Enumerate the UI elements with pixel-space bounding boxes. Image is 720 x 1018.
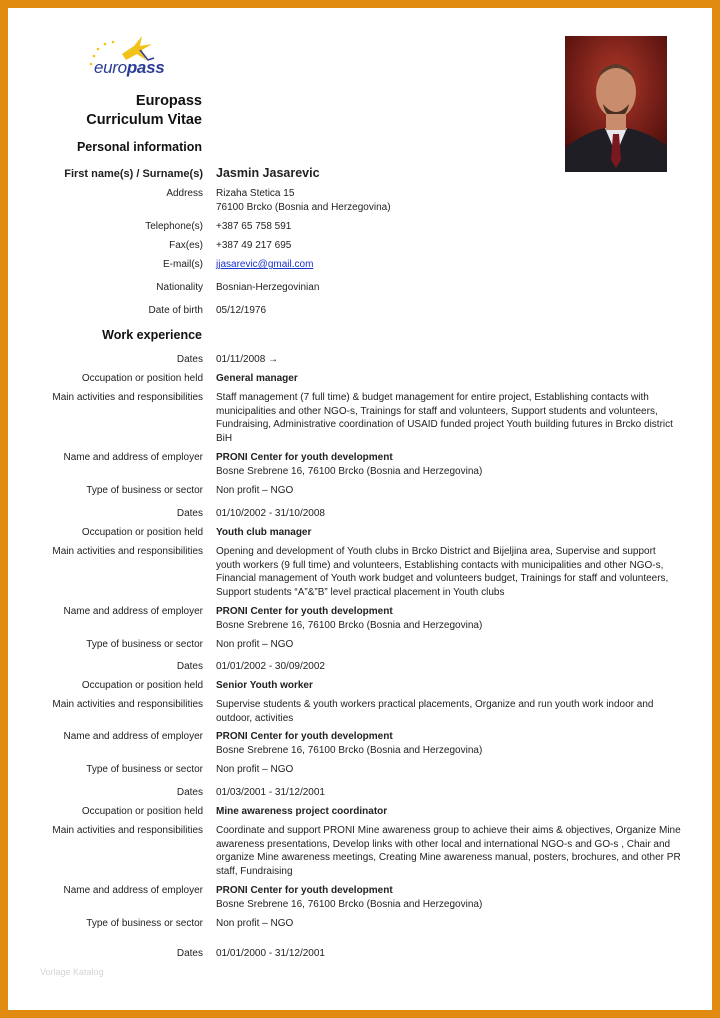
full-name: Jasmin Jasarevic <box>216 166 320 180</box>
employer-address: Bosne Srebrene 16, 76100 Brcko (Bosnia and Herzegovina) <box>216 744 483 756</box>
activities-label: Main activities and responsibilities <box>52 699 203 710</box>
occupation-label: Occupation or position held <box>81 680 203 691</box>
job-occupation: General manager <box>216 373 298 384</box>
job-sector: Non profit – NGO <box>216 639 294 650</box>
nationality-label: Nationality <box>156 282 203 293</box>
employer-label: Name and address of employer <box>63 452 203 463</box>
sector-label: Type of business or sector <box>86 764 203 775</box>
job-activities: Staff management (7 full time) & budget management for entire project, Establishing contacts with municipalities and other NGO-s, Trainings for staff and volunteers, Support students and volunteers, Fundraising, Administrative coordination of USAID funded project Youth building futures in Brcko district BiH <box>216 392 673 444</box>
employer-label: Name and address of employer <box>63 885 203 896</box>
cv-page <box>8 8 712 1010</box>
telephone-label: Telephone(s) <box>145 221 203 232</box>
employer-address: Bosne Srebrene 16, 76100 Brcko (Bosnia and Herzegovina) <box>216 898 483 910</box>
employer-label: Name and address of employer <box>63 606 203 617</box>
job-activities: Opening and development of Youth clubs in Brcko District and Bijeljina area, Supervise and support youth workers (9 full time) and volunteers, Establishing contacts with municipalities and other NGO-s, Financial management of Youth work budget and volunteers budget, Trainings for staff and volunteers, Support students “A”&”B” level practical placement in Youth clubs <box>216 546 669 598</box>
email-value <box>216 258 681 272</box>
telephone-value: +387 65 758 591 <box>216 221 292 232</box>
dob-value: 05/12/1976 <box>216 305 267 316</box>
address-value <box>216 187 681 214</box>
activities-label: Main activities and responsibilities <box>52 392 203 403</box>
job-employer <box>216 605 681 632</box>
profile-photo <box>565 36 667 172</box>
fax-label: Fax(es) <box>169 240 203 251</box>
employer-address: Bosne Srebrene 16, 76100 Brcko (Bosnia and Herzegovina) <box>216 619 483 631</box>
employer-name: PRONI Center for youth development <box>216 606 393 617</box>
job-dates: 01/11/2008 → <box>216 354 279 365</box>
dates-label: Dates <box>176 948 203 959</box>
sector-label: Type of business or sector <box>86 918 203 929</box>
employer-address: Bosne Srebrene 16, 76100 Brcko (Bosnia and Herzegovina) <box>216 465 483 477</box>
cv-title <box>28 92 202 130</box>
job-occupation: Mine awareness project coordinator <box>216 806 388 817</box>
activities-label: Main activities and responsibilities <box>52 825 203 836</box>
job-occupation: Youth club manager <box>216 527 312 538</box>
job-activities: Coordinate and support PRONI Mine awareness group to achieve their aims & objectives, Organize Mine awareness presentations, Develop links with other local and international NGO-s and GO-s , Chair and organize Mine awareness meetings, Creating Mine awareness manual, posters, brochures, and other PR staff, Fundraising <box>216 825 681 877</box>
job-sector: Non profit – NGO <box>216 764 294 775</box>
watermark: Vorlage Katalog <box>40 967 104 977</box>
europass-logo <box>82 34 182 94</box>
email-link[interactable]: jjasarevic@gmail.com <box>216 259 314 270</box>
address-label: Address <box>166 188 203 199</box>
occupation-label: Occupation or position held <box>81 806 203 817</box>
employer-name: PRONI Center for youth development <box>216 452 393 463</box>
job-dates: 01/01/2000 - 31/12/2001 <box>216 948 325 959</box>
address-line1: Rizaha Stetica 15 <box>216 188 295 199</box>
employer-name: PRONI Center for youth development <box>216 885 393 896</box>
dates-label: Dates <box>176 354 203 365</box>
job-dates: 01/10/2002 - 31/10/2008 <box>216 508 325 519</box>
job-dates: 01/01/2002 - 30/09/2002 <box>216 661 325 672</box>
europass-wordmark: europass <box>94 58 165 77</box>
job-employer <box>216 451 681 478</box>
dates-label: Dates <box>176 661 203 672</box>
employer-label: Name and address of employer <box>63 731 203 742</box>
dates-label: Dates <box>176 787 203 798</box>
job-employer <box>216 730 681 757</box>
job-activities: Supervise students & youth workers practical placements, Organize and run youth work indoor and outdoor, activities <box>216 699 654 724</box>
fax-value: +387 49 217 695 <box>216 240 292 251</box>
email-label: E-mail(s) <box>163 259 203 270</box>
job-occupation: Senior Youth worker <box>216 680 313 691</box>
occupation-label: Occupation or position held <box>81 527 203 538</box>
section-personal-information: Personal information <box>76 140 202 154</box>
job-sector: Non profit – NGO <box>216 485 294 496</box>
job-sector: Non profit – NGO <box>216 918 294 929</box>
sector-label: Type of business or sector <box>86 485 203 496</box>
section-work-experience: Work experience <box>102 328 202 342</box>
employer-name: PRONI Center for youth development <box>216 731 393 742</box>
job-dates: 01/03/2001 - 31/12/2001 <box>216 787 325 798</box>
job-employer <box>216 884 681 911</box>
dob-label: Date of birth <box>148 305 203 316</box>
occupation-label: Occupation or position held <box>81 373 203 384</box>
cv-title-line1: Europass <box>135 93 202 109</box>
cv-title-line2: Curriculum Vitae <box>86 112 202 128</box>
sector-label: Type of business or sector <box>86 639 203 650</box>
name-label: First name(s) / Surname(s) <box>64 168 203 180</box>
address-line2: 76100 Brcko (Bosnia and Herzegovina) <box>216 201 391 213</box>
activities-label: Main activities and responsibilities <box>52 546 203 557</box>
nationality-value: Bosnian-Herzegovinian <box>216 282 320 293</box>
dates-label: Dates <box>176 508 203 519</box>
